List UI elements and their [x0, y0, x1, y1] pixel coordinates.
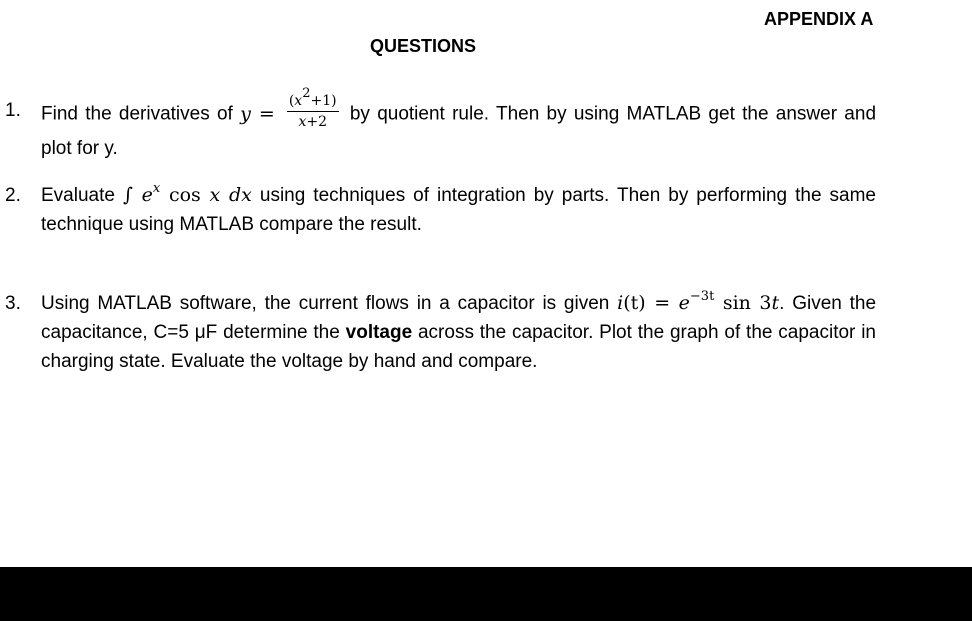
- math-var: e: [678, 292, 690, 314]
- math-text: (: [288, 93, 295, 109]
- question-text-part: using techniques of integration by parts. Then by performing the same technique using MATLAB compare the result.: [41, 185, 876, 235]
- math-text: +1): [310, 93, 337, 109]
- math-text: +2: [306, 114, 327, 130]
- math-exponent: x: [152, 180, 161, 196]
- math-var: y: [240, 102, 251, 125]
- appendix-label: APPENDIX A: [764, 9, 874, 29]
- fraction: [287, 86, 339, 130]
- math-expression: [240, 86, 342, 130]
- question-text-part: Evaluate: [41, 185, 123, 206]
- math-exponent: 2: [302, 86, 311, 102]
- math-var: x: [298, 114, 307, 130]
- math-exponent: −3t: [689, 288, 715, 304]
- question-1: [0, 86, 880, 164]
- question-text-part: Using MATLAB software, the current flows in a capacitor is given: [41, 293, 618, 314]
- math-expression: [122, 180, 252, 206]
- math-var: dx: [220, 184, 252, 206]
- math-var: e: [141, 184, 153, 206]
- bold-term: voltage: [345, 322, 413, 343]
- math-var: x: [209, 184, 221, 206]
- integral-sign: ∫: [122, 184, 142, 206]
- math-var: i: [617, 292, 624, 314]
- fraction-denominator: [298, 112, 327, 130]
- question-text: [41, 181, 876, 239]
- question-number: 2.: [5, 185, 21, 206]
- question-text-part: across the capacitor. Plot the graph of the capacitor in charging state. Evaluate the voltage by hand and compare.: [41, 322, 876, 372]
- math-operator: =: [250, 102, 283, 125]
- math-var: t: [771, 292, 780, 314]
- question-3: [0, 289, 880, 376]
- math-text: (t): [623, 292, 646, 314]
- question-text-part: . Given the capacitance, C=5 μF determine the: [41, 293, 877, 343]
- questions-heading: QUESTIONS: [370, 36, 477, 56]
- question-number: 3.: [5, 293, 21, 314]
- question-number: 1.: [5, 100, 21, 121]
- math-var: x: [294, 93, 303, 109]
- math-function: sin 3: [714, 292, 772, 314]
- math-function: cos: [160, 184, 210, 206]
- fraction-numerator: [287, 86, 339, 112]
- math-expression: [617, 288, 780, 314]
- question-text: [41, 289, 876, 376]
- question-text-part: Find the derivatives of: [41, 103, 241, 125]
- bottom-black-bar: [0, 567, 972, 621]
- question-text-part: by quotient rule. Then by using MATLAB get the answer and plot for y.: [41, 103, 877, 159]
- math-operator: =: [645, 292, 679, 314]
- question-text: [41, 86, 877, 164]
- question-2: [0, 181, 880, 239]
